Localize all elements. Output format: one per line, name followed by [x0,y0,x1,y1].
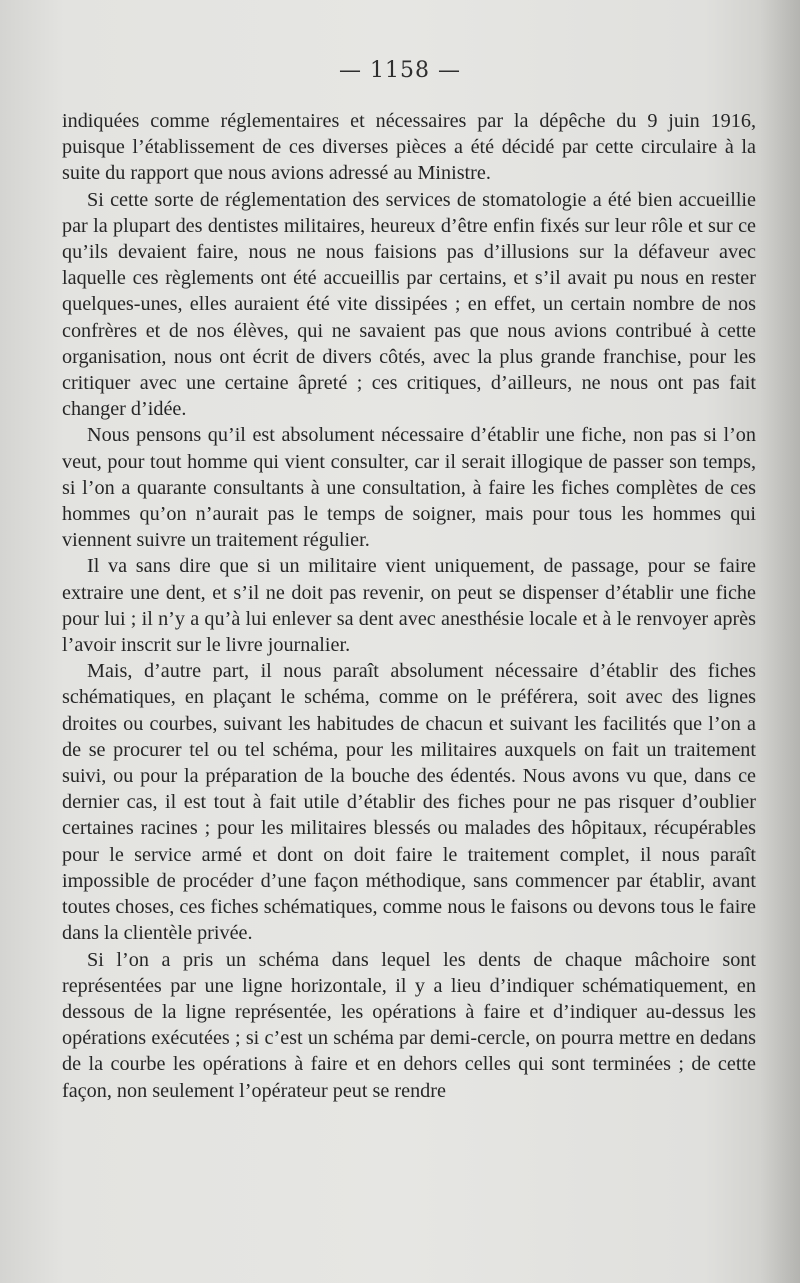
paragraph-3: Nous pensons qu’il est absolument nécessaire d’établir une fiche, non pas si l’on veut, pour tout homme qui vient consulter, car il serait illogique de passer son temps, si l’on a quarante consultants à une consultation, à faire les fiches complètes de ces hommes qu’on n’aurait pas le temps de soigner, mais pour tous les hommes qui viennent suivre un traitement régulier. [62,424,756,552]
page-number: — 1158 — [339,58,461,83]
paragraph-5: Mais, d’autre part, il nous paraît absolument nécessaire d’établir des fiches schématiques, en plaçant le schéma, comme on le préférera, soit avec des lignes droites ou courbes, suivant les habitudes de chacun et suivant les facilités que l’on a de se procurer tel ou tel schéma, pour les militaires auxquels on fait un traitement suivi, ou pour la préparation de la bouche des édentés. Nous avons vu que, dans ce dernier cas, il est tout à fait utile d’établir des fiches pour ne pas risquer d’oublier certaines racines ; pour les militaires blessés ou malades des hôpitaux, récupérables pour le service armé et dont on doit faire le traitement complet, il nous paraît impossible de procéder d’une façon méthodique, sans commencer par établir, avant toutes choses, ces fiches schématiques, comme nous le faisons ou devons tous le faire dans la clientèle privée. [62,660,756,945]
paragraph-6: Si l’on a pris un schéma dans lequel les dents de chaque mâchoire sont représentées par une ligne horizontale, il y a lieu d’indiquer schématiquement, en dessous de la ligne représentée, les opérations à faire et d’indiquer au-dessus les opérations exécutées ; si c’est un schéma par demi-cercle, on pourra mettre en dedans de la courbe les opérations à faire et en dehors celles qui sont terminées ; de cette façon, non seulement l’opérateur peut se rendre [62,948,756,1102]
paragraph-2: Si cette sorte de réglementation des services de stomatologie a été bien accueillie par la plupart des dentistes militaires, heureux d’être enfin fixés sur leur rôle et sur ce qu’ils devaient faire, nous ne nous faisions pas d’illusions sur la défaveur avec laquelle ces règlements ont été accueillis par certains, et s’il avait pu nous en rester quelques-unes, elles auraient été vite dissipées ; en effet, un certain nombre de nos confrères et de nos élèves, qui ne savaient pas que nous avions contribué à cette organisation, nous ont écrit de divers côtés, avec la plus grande franchise, pour les critiquer avec une certaine âpreté ; ces critiques, d’ailleurs, ne nous ont pas fait changer d’idée. [62,188,756,421]
paragraph-4: Il va sans dire que si un militaire vient uniquement, de passage, pour se faire extraire une dent, et s’il ne doit pas revenir, on peut se dispenser d’établir une fiche pour lui ; il n’y a qu’à lui enlever sa dent avec anesthésie locale et à le renvoyer après l’avoir inscrit sur le livre journalier. [62,555,756,657]
paragraph-1: indiquées comme réglementaires et nécessaires par la dépêche du 9 juin 1916, puisque l’établissement de ces diverses pièces a été décidé par cette circulaire à la suite du rapport que nous avions adressé au Ministre. [62,110,756,185]
body-text [62,108,756,1104]
